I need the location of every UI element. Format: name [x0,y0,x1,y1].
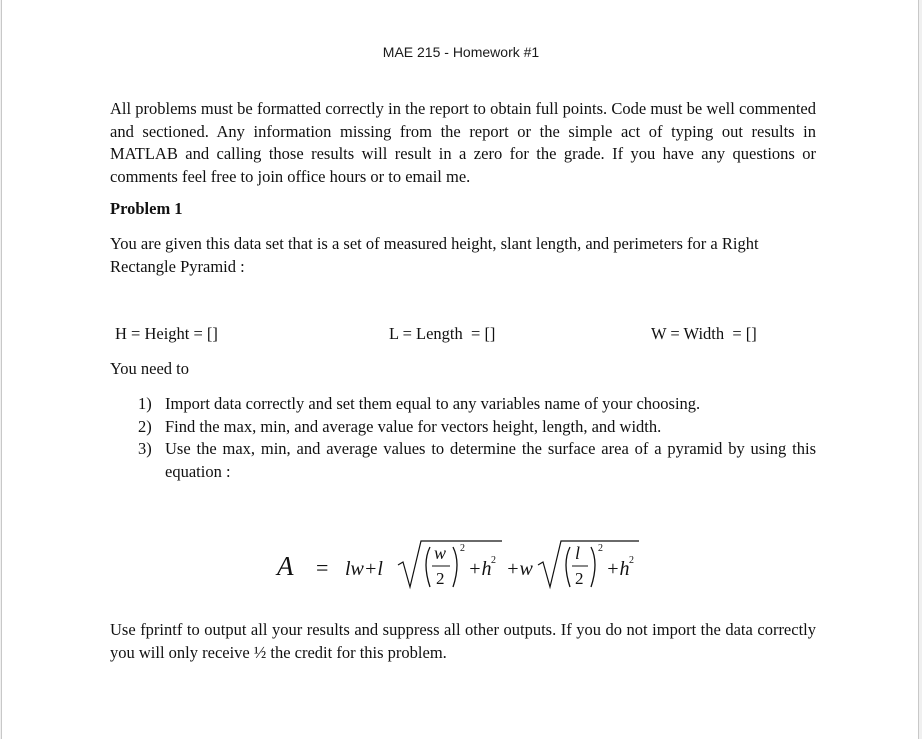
exponent: 2 [491,555,496,566]
h-squared-term: +h [606,558,630,580]
length-variable: L = Length = [] [389,324,496,343]
equation-equals: = [316,555,329,580]
h-squared-term: +h [468,558,492,580]
surface-area-equation [272,535,652,595]
step-text: Find the max, min, and average value for vectors height, length, and width. [165,416,662,436]
list-item [138,438,816,483]
plus-w-term: +w [506,558,533,580]
step-number: 1) [138,394,152,413]
exponent: 2 [629,555,634,566]
step-number: 2) [138,416,152,436]
left-paren [566,547,570,587]
closing-paragraph: Use fprintf to output all your results and suppress all other outputs. If you do not import the data correctly you will only receive ½ the credit for this problem. [110,620,816,662]
problem-title: Problem 1 [110,199,183,218]
steps-list [138,393,816,483]
left-paren [426,547,430,587]
step-text: Import data correctly and set them equal to any variables name of your choosing. [165,394,701,413]
fraction-numerator: w [434,543,447,563]
exponent: 2 [598,543,603,554]
equation-term1: lw+l [345,558,383,580]
width-variable: W = Width = [] [651,324,757,343]
exponent: 2 [460,543,465,554]
height-variable: H = Height = [] [115,324,218,343]
list-item [138,393,816,416]
fraction-denominator: 2 [436,569,445,588]
need-label: You need to [110,359,189,378]
step-text: Use the max, min, and average values to determine the surface area of a pyramid by using this equation : [165,439,816,481]
document-page [1,0,919,739]
page-header: MAE 215 - Homework #1 [382,44,540,60]
step-number: 3) [138,439,152,458]
right-paren [453,547,457,587]
intro-paragraph: All problems must be formatted correctly in the report to obtain full points. Code must be well commented and sectioned. Any information missing from the report or the simple act of typing out results in MATLAB and calling those results will result in a zero for the grade. If you have any questions or comments feel free to join office hours or to email me. [110,99,816,186]
given-paragraph: You are given this data set that is a set of measured height, slant length, and perimeters for a Right Rectangle Pyramid : [110,234,759,276]
list-item [138,416,816,439]
right-paren [591,547,595,587]
fraction-denominator: 2 [575,569,584,588]
equation-lhs: A [277,551,294,581]
fraction-numerator: l [575,543,581,563]
